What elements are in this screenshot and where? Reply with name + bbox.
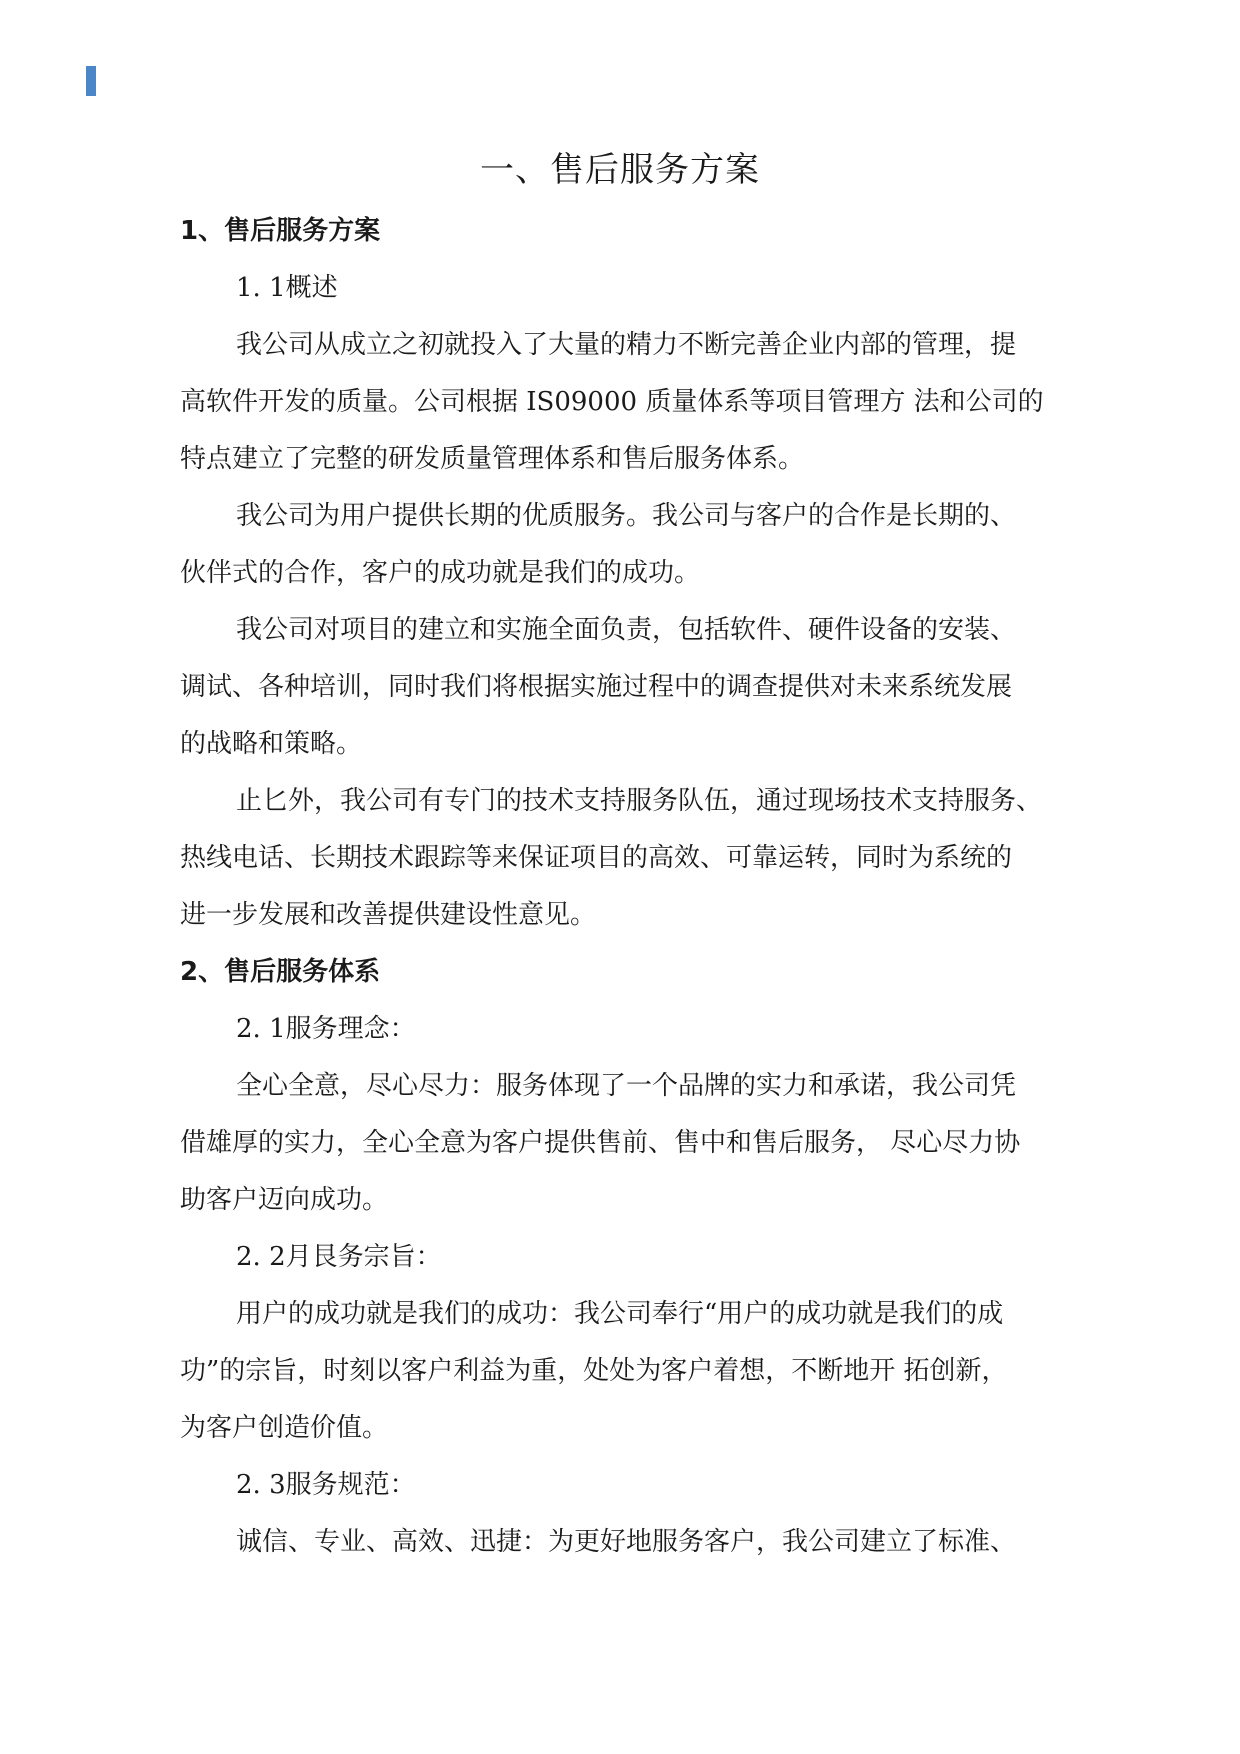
paragraph-line: 伙伴式的合作，客户的成功就是我们的成功。 [180, 558, 701, 588]
paragraph-line: 我公司为用户提供长期的优质服务。我公司与客户的合作是长期的、 [236, 501, 1017, 531]
paragraph-line: 热线电话、长期技术跟踪等来保证项目的高效、可靠运转，同时为系统的 [180, 843, 1013, 873]
accent-bar [86, 66, 96, 96]
paragraph-line: 功”的宗旨，时刻以客户利益为重，处处为客户着想，不断地开 拓创新， [180, 1356, 1008, 1386]
paragraph-line: 全心全意，尽心尽力：服务体现了一个品牌的实力和承诺，我公司凭 [236, 1071, 1017, 1101]
subsection-heading-2-2: 2. 2月艮务宗旨： [236, 1242, 442, 1272]
section-heading-2: 2、售后服务体系 [180, 957, 381, 987]
paragraph-line: 止匕外，我公司有专门的技术支持服务队伍，通过现场技术支持服务、 [236, 786, 1043, 816]
document-body [180, 203, 1080, 1571]
paragraph-line: 我公司从成立之初就投入了大量的精力不断完善企业内部的管理，提 [236, 330, 1017, 360]
paragraph-line: 高软件开发的质量。公司根据 IS09000 质量体系等项目管理方 法和公司的 [180, 387, 1044, 417]
paragraph-line: 借雄厚的实力，全心全意为客户提供售前、售中和售后服务， 尽心尽力协 [180, 1128, 1021, 1158]
paragraph-line: 诚信、专业、高效、迅捷：为更好地服务客户，我公司建立了标准、 [236, 1527, 1017, 1557]
paragraph-line: 的战略和策略。 [180, 729, 363, 759]
subsection-heading-1-1: 1. 1概述 [236, 273, 338, 303]
paragraph-line: 助客户迈向成功。 [180, 1185, 389, 1215]
page-title: 一、售后服务方案 [480, 150, 760, 190]
paragraph-line: 特点建立了完整的研发质量管理体系和售后服务体系。 [180, 444, 805, 474]
paragraph-line: 为客户创造价值。 [180, 1413, 389, 1443]
paragraph-line: 调试、各种培训，同时我们将根据实施过程中的调查提供对未来系统发展 [180, 672, 1013, 702]
paragraph-line: 我公司对项目的建立和实施全面负责，包括软件、硬件设备的安装、 [236, 615, 1017, 645]
subsection-heading-2-3: 2. 3服务规范： [236, 1470, 416, 1500]
paragraph-line: 用户的成功就是我们的成功：我公司奉行“用户的成功就是我们的成 [236, 1299, 1004, 1329]
paragraph-line: 进一步发展和改善提供建设性意见。 [180, 900, 597, 930]
section-heading-1: 1、售后服务方案 [180, 216, 381, 246]
subsection-heading-2-1: 2. 1服务理念： [236, 1014, 416, 1044]
